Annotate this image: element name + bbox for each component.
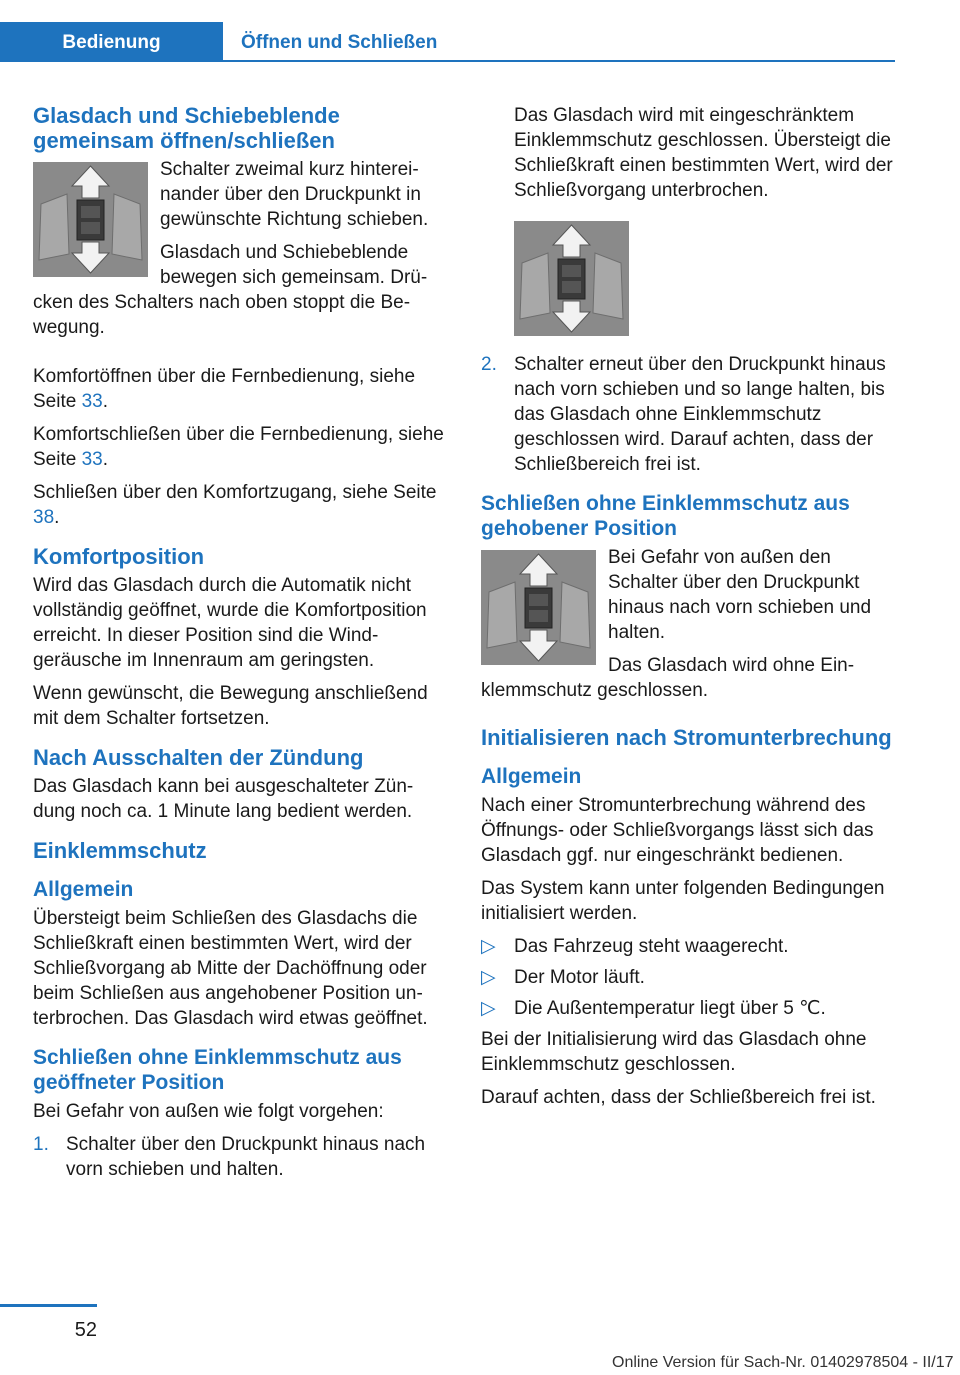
heading-pinch-protection: Einklemmschutz bbox=[33, 838, 207, 863]
link-page-38[interactable]: 38 bbox=[33, 507, 55, 528]
right-column bbox=[481, 103, 895, 1118]
heading-open-close-together: Glasdach und Schiebeblende gemeinsam öffnen/schließen bbox=[33, 103, 340, 153]
bullet-triangle-icon: ▷ bbox=[481, 967, 496, 988]
paragraph-comfort-close: Komfortschließen über die Fernbedienung, siehe Seite 33. bbox=[33, 424, 444, 470]
heading-initialize: Initialisieren nach Stromunterbrechung bbox=[481, 725, 892, 750]
list-number: 2. bbox=[481, 354, 497, 375]
heading-general: Allgemein bbox=[481, 765, 582, 788]
paragraph-continue: Wenn gewünscht, die Bewegung anschließend mit dem Schalter fortsetzen. bbox=[33, 683, 428, 729]
switch-illustration bbox=[481, 550, 596, 665]
heading-close-from-raised: Schließen ohne Einklemmschutz aus gehobener Position bbox=[481, 492, 850, 540]
list-item bbox=[481, 352, 895, 477]
list-item bbox=[481, 965, 895, 990]
list-text: Schalter über den Druckpunkt hinaus nach vorn schieben und halten. bbox=[66, 1134, 426, 1180]
paragraph-comfort-position: Wird das Glasdach durch die Automatik nicht vollständig geöffnet, wurde die Komfortposition erreicht. In dieser Position sind die Windgeräusche im Innenraum am geringsten. bbox=[33, 575, 427, 671]
list-item bbox=[481, 996, 895, 1021]
paragraph-comfort-access: Schließen über den Komfortzugang, siehe Seite 38. bbox=[33, 482, 437, 528]
heading-close-from-open: Schließen ohne Einklemmschutz aus geöffneter Position bbox=[33, 1046, 402, 1094]
footer-online-version: Online Version für Sach-Nr. 01402978504 - II/17 bbox=[612, 1354, 954, 1371]
list-item bbox=[33, 1132, 447, 1182]
bullet-text: Die Außentemperatur liegt über 5 ℃. bbox=[514, 998, 826, 1019]
list-item bbox=[481, 934, 895, 959]
paragraph-raised-danger: Bei Gefahr von außen den Schalter über den Druckpunkt hinaus nach vorn schieben und halten. bbox=[608, 547, 872, 643]
paragraph-init-clear: Darauf achten, dass der Schließbereich frei ist. bbox=[481, 1087, 876, 1108]
paragraph-init-after: Nach einer Stromunterbrechung während des Öffnungs- oder Schließvorgangs lässt sich das Glasdach ggf. nur eingeschränkt bedienen. bbox=[481, 795, 874, 866]
header-tabs bbox=[0, 22, 895, 62]
paragraph-pinch: Übersteigt beim Schließen des Glasdachs die Schließkraft einen bestimmten Wert, wird der Schließvorgang ab Mitte der Dachöffnung oder beim Schließen aus angehobener Position unterbrochen. Das Glasdach wird etwas geöffnet. bbox=[33, 908, 428, 1029]
list-text: Schalter erneut über den Druckpunkt hinaus nach vorn schieben und so lange halten, bis das Glasdach ohne Einklemmschutz geschlossen wird. Darauf achten, dass der Schließbereich frei ist. bbox=[514, 354, 886, 475]
paragraph-move-together: Glasdach und Schiebeblende bewegen sich gemeinsam. Drücken des Schalters nach oben stoppt die Bewegung. bbox=[33, 242, 428, 338]
paragraph-limited-pinch: Das Glasdach wird mit eingeschränktem Einklemmschutz geschlossen. Übersteigt die Schließkraft einen bestimmten Wert, wird der Schließvorgang unterbrochen. bbox=[514, 105, 893, 201]
roof-switch-icon bbox=[481, 550, 596, 665]
switch-illustration bbox=[33, 162, 148, 277]
tab-bedienung[interactable]: Bedienung bbox=[0, 22, 223, 62]
paragraph-ignition: Das Glasdach kann bei ausgeschalteter Zündung noch ca. 1 Minute lang bedient werden. bbox=[33, 776, 414, 822]
list-1-continuation bbox=[481, 103, 895, 336]
switch-illustration bbox=[514, 221, 629, 336]
heading-after-ignition: Nach Ausschalten der Zündung bbox=[33, 745, 364, 770]
header-rule bbox=[223, 60, 895, 62]
list-number: 1. bbox=[33, 1134, 49, 1155]
paragraph-init-close: Bei der Initialisierung wird das Glasdach ohne Einklemmschutz geschlossen. bbox=[481, 1029, 867, 1075]
paragraph-init-conditions: Das System kann unter folgenden Bedingungen initialisiert werden. bbox=[481, 878, 885, 924]
paragraph-danger: Bei Gefahr von außen wie folgt vorgehen: bbox=[33, 1101, 384, 1122]
roof-switch-icon bbox=[33, 162, 148, 277]
bullet-text: Der Motor läuft. bbox=[514, 967, 645, 988]
bullet-text: Das Fahrzeug steht waagerecht. bbox=[514, 936, 789, 957]
paragraph-switch-twice: Schalter zweimal kurz hintereinander über den Druckpunkt in gewünschte Richtung schieben. bbox=[160, 159, 429, 230]
link-page-33-close[interactable]: 33 bbox=[81, 449, 103, 470]
link-page-33-open[interactable]: 33 bbox=[81, 391, 103, 412]
heading-general: Allgemein bbox=[33, 878, 134, 901]
left-column bbox=[33, 103, 447, 1190]
paragraph-raised-close: Das Glasdach wird ohne Einklemmschutz geschlossen. bbox=[481, 655, 855, 701]
paragraph-comfort-open: Komfortöffnen über die Fernbedienung, siehe Seite 33. bbox=[33, 366, 416, 412]
tab-section-title[interactable]: Öffnen und Schließen bbox=[241, 31, 438, 53]
bullet-triangle-icon: ▷ bbox=[481, 998, 496, 1019]
roof-switch-icon bbox=[514, 221, 629, 336]
bullet-triangle-icon: ▷ bbox=[481, 936, 496, 957]
heading-comfort-position: Komfortposition bbox=[33, 544, 205, 569]
page-number: 52 bbox=[74, 1319, 97, 1341]
footer-rule bbox=[0, 1304, 97, 1307]
